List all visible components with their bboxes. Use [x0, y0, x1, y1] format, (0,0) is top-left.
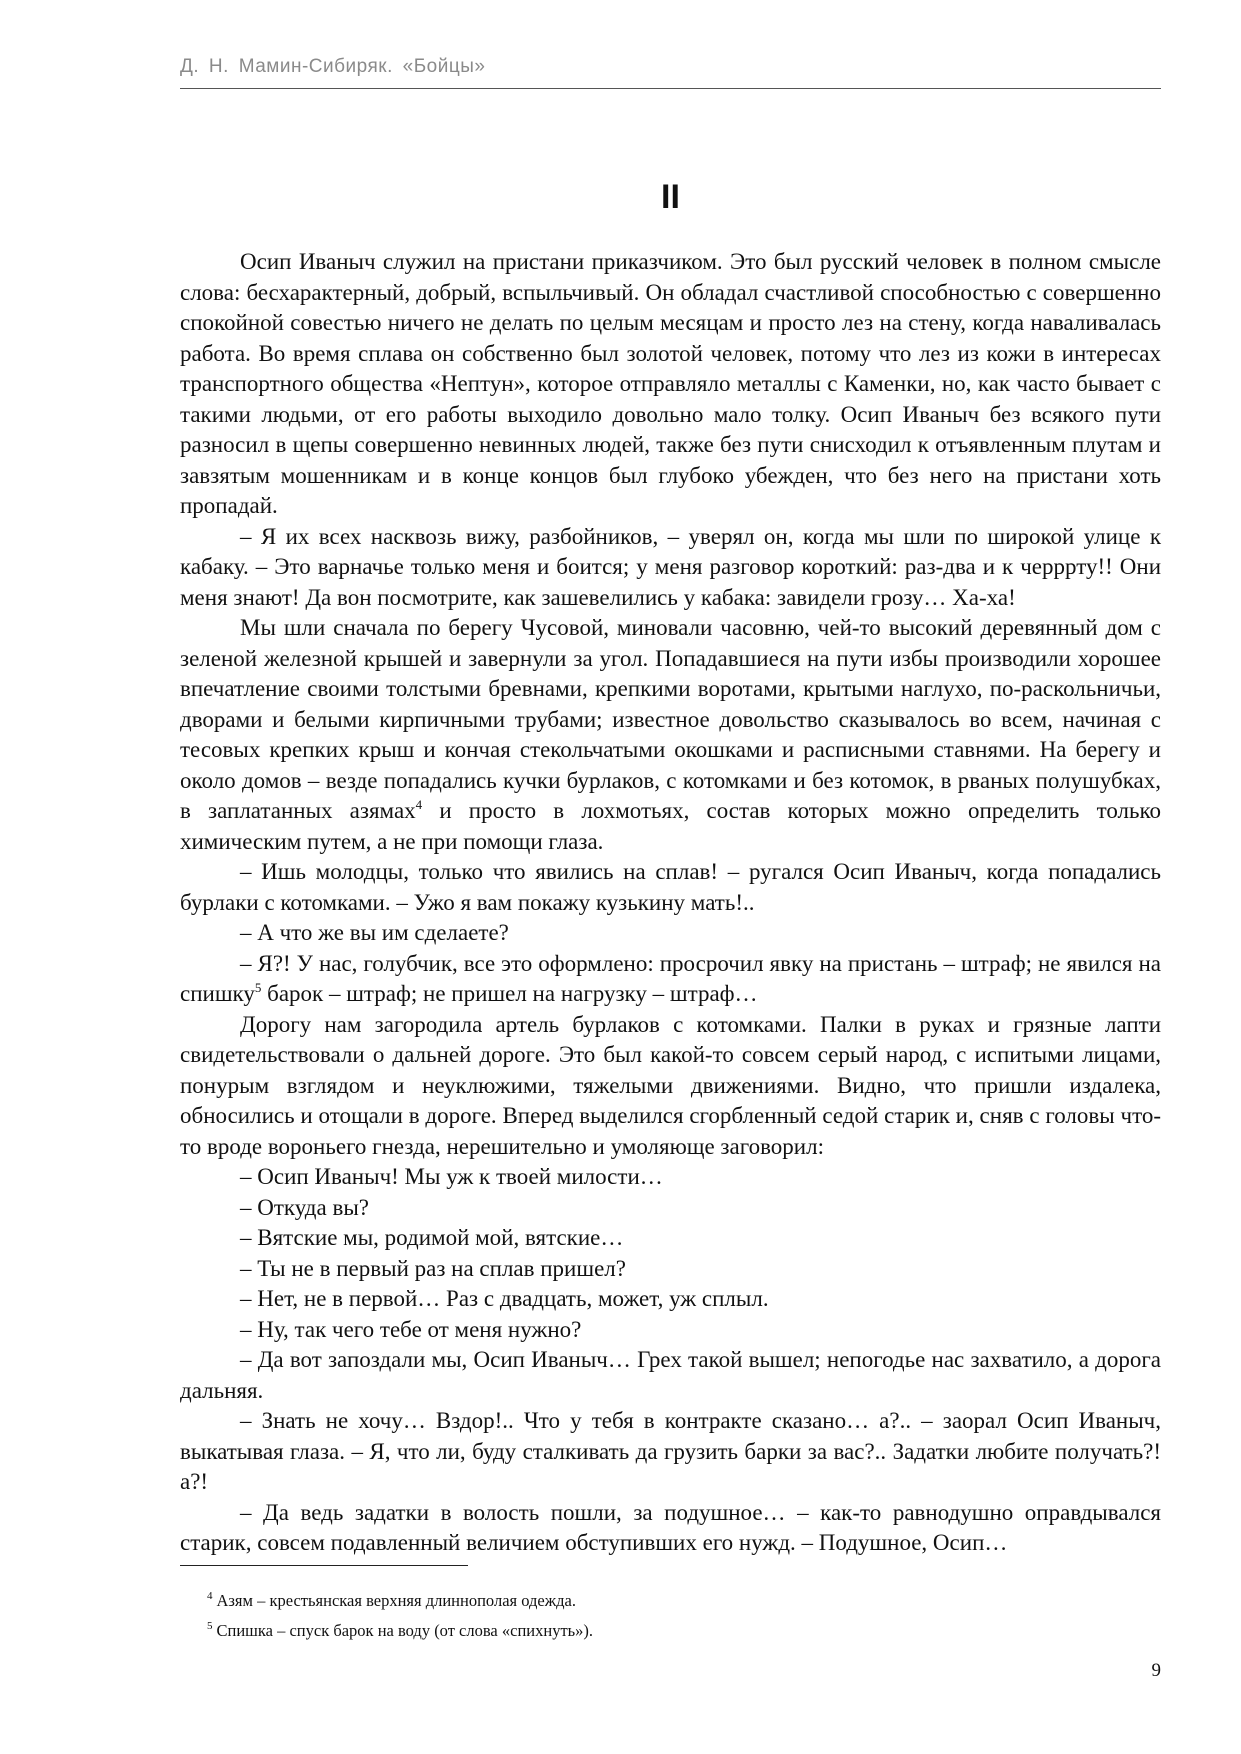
paragraph: – Да вот запоздали мы, Осип Иваныч… Грех такой вышел; непогодье нас захватило, а дорога дальняя.: [180, 1347, 1161, 1403]
paragraph: – Ишь молодцы, только что явились на сплав! – ругался Осип Иваныч, когда попадались бурлаки с котомками. – Ужо я вам покажу кузькину мать!..: [180, 859, 1161, 915]
paragraph: Осип Иваныч служил на пристани приказчиком. Это был русский человек в полном смысле слова: бесхарактерный, добрый, вспыльчивый. Он обладал счастливой способностью с совершенно спокойной совестью ничего не делать по целым месяцам и просто лез на стену, когда наваливалась работа. Во время сплава он собственно был золотой человек, потому что лез из кожи в интересах транспортного общества «Нептун», которое отправляло металлы с Каменки, но, как часто бывает с такими людьми, от его работы выходило довольно мало толку. Осип Иваныч без всякого пути разносил в щепы совершенно невинных людей, также без пути снисходил к отъявленным плутам и завзятым мошенникам и в конце концов был глубоко убежден, что без него на пристани хоть пропадай.: [180, 249, 1161, 518]
paragraph: – Откуда вы?: [240, 1194, 369, 1220]
footnote-number: 4: [207, 1590, 213, 1602]
paragraph: Мы шли сначала по берегу Чусовой, миновали часовню, чей-то высокий деревянный дом с зеленой железной крышей и завернули за угол. Попадавшиеся на пути избы производили хорошее впечатление своими толстыми бревнами, крепкими воротами, крытыми наглухо, по-раскольничьи, дворами и белыми кирпичными трубами; известное довольство сказывалось во всем, начиная с тесовых крепких крыш и кончая стекольчатыми окошками и расписными ставнями. На берегу и около домов – везде попадались кучки бурлаков, с котомками и без котомок, в рваных полушубках, в заплатанных азямах$^4$ и просто в лохмотьях, состав которых можно определить только химическим путем, а не при помощи глаза.: [180, 615, 1161, 854]
paragraph: – Осип Иваныч! Мы уж к твоей милости…: [240, 1164, 663, 1189]
footnote-number: 5: [207, 1620, 213, 1632]
paragraph: – Ну, так чего тебе от меня нужно?: [240, 1316, 582, 1342]
footnote: $^5$ Спишка – спуск барок на воду (от слова «спихнуть»).: [207, 1620, 594, 1640]
footnotes: [180, 1586, 1161, 1646]
chapter-number: II: [661, 178, 680, 216]
paragraph: – Знать не хочу… Вздор!.. Что у тебя в контракте сказано… а?.. – заорал Осип Иваныч, выкатывая глаза. – Я, что ли, буду сталкивать да грузить барки за вас?.. Задатки любите получать?! а?!: [180, 1408, 1161, 1494]
footnote-rule: [180, 1565, 468, 1566]
paragraph: – Да ведь задатки в волость пошли, за подушное… – как-то равнодушно оправдывался старик, совсем подавленный величием обступивших его нужд. – Подушное, Осип…: [180, 1499, 1161, 1555]
paragraph: Дорогу нам загородила артель бурлаков с котомками. Палки в руках и грязные лапти свидетельствовали о дальней дороге. Это был какой-то совсем серый народ, с испитыми лицами, понурым взглядом и неуклюжими, тяжелыми движениями. Видно, что пришли издалека, обносились и отощали в дороге. Вперед выделился сгорбленный седой старик и, сняв с головы что-то вроде вороньего гнезда, нерешительно и умоляюще заговорил:: [180, 1011, 1161, 1159]
paragraph: – А что же вы им сделаете?: [240, 920, 509, 945]
footnote-ref: 5: [254, 980, 262, 995]
footnote-ref: 4: [415, 797, 423, 812]
header-rule: [180, 88, 1161, 89]
paragraph: – Я?! У нас, голубчик, все это оформлено: просрочил явку на пристань – штраф; не явился на спишку$^5$ барок – штраф; не пришел на нагрузку – штраф…: [180, 950, 1161, 1006]
footnote: $^4$ Азям – крестьянская верхняя длиннополая одежда.: [207, 1590, 576, 1610]
paragraph: – Нет, не в первой… Раз с двадцать, может, уж сплыл.: [240, 1286, 769, 1311]
body-text: [180, 247, 1161, 1559]
paragraph: – Я их всех насквозь вижу, разбойников, – уверял он, когда мы шли по широкой улице к кабаку. – Это варначье только меня и боится; у меня разговор короткий: раз-два и к черррту!! Они меня знают! Да вон посмотрите, как зашевелились у кабака: завидели грозу… Ха-ха!: [180, 523, 1161, 610]
page-number: 9: [1151, 1660, 1161, 1681]
running-title: Д. Н. Мамин-Сибиряк. «Бойцы»: [180, 56, 486, 77]
paragraph: – Вятские мы, родимой мой, вятские…: [240, 1225, 624, 1250]
paragraph: – Ты не в первый раз на сплав пришел?: [240, 1255, 626, 1281]
